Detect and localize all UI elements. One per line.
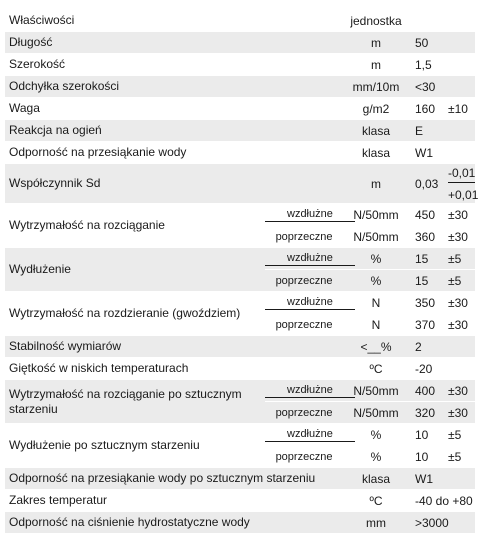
unit-cell: klasa <box>343 120 409 141</box>
tolerance-cell <box>443 164 479 203</box>
table-row <box>5 204 475 225</box>
tolerance-cell: ±30 <box>448 317 468 332</box>
table-row <box>5 54 475 75</box>
direction-cell: wzdłużne <box>265 248 343 269</box>
property-name: Współczynnik Sd <box>5 164 343 203</box>
properties-sheet <box>5 9 479 534</box>
direction-cell: poprzeczne <box>275 318 333 331</box>
direction-cell: wzdłużne <box>265 380 343 401</box>
unit-cell: N/50mm <box>343 402 409 423</box>
property-name: Zakres temperatur <box>9 493 108 507</box>
unit-cell: mm <box>343 512 409 533</box>
property-name: Odporność na przesiąkanie wody <box>9 145 187 159</box>
unit-cell: N/50mm <box>343 380 409 401</box>
table-row <box>5 32 475 53</box>
unit-cell: N/50mm <box>353 229 399 244</box>
direction-cell: wzdłużne <box>265 292 343 313</box>
value-cell: 360 <box>415 229 436 244</box>
direction-cell: wzdłużne <box>265 424 343 445</box>
property-name: Długość <box>5 32 343 53</box>
value-cell: 50 <box>409 32 443 53</box>
direction-cell: poprzeczne <box>265 402 343 423</box>
value-cell: 15 <box>409 270 443 291</box>
tolerance-minus: -0,01 <box>448 166 475 183</box>
property-name: Wytrzymałość na rozciąganie po sztucznym starzeniu <box>5 380 265 423</box>
property-name: Wytrzymałość na rozciąganie <box>9 218 165 232</box>
unit-cell: m <box>371 57 381 72</box>
table-row <box>5 424 475 445</box>
property-name: Giętkość w niskich temperaturach <box>9 361 189 375</box>
table-row <box>5 512 475 533</box>
unit-cell: klasa <box>361 145 390 160</box>
table-row <box>5 336 475 357</box>
value-cell: 350 <box>415 295 436 310</box>
tolerance-cell: ±30 <box>448 295 468 310</box>
value-cell: 10 <box>415 449 429 464</box>
value-cell: 10 <box>415 427 429 442</box>
table-row <box>5 248 475 269</box>
direction-cell: wzdłużne <box>265 204 343 225</box>
property-name: Wydłużenie <box>5 248 265 291</box>
unit-cell: N/50mm <box>353 207 399 222</box>
unit-cell: ºC <box>369 361 383 376</box>
property-name: Odporność na przesiąkanie wody po sztucznym starzeniu <box>5 468 343 489</box>
property-name: Wydłużenie po sztucznym starzeniu <box>9 438 200 452</box>
unit-cell: m <box>343 32 409 53</box>
value-cell: 15 <box>409 248 443 269</box>
tolerance-cell: ±5 <box>443 270 475 291</box>
table-row <box>5 292 475 313</box>
unit-cell: % <box>370 427 382 442</box>
unit-cell: <__% <box>343 336 409 357</box>
direction-cell: poprzeczne <box>275 450 333 463</box>
property-name: Stabilność wymiarów <box>5 336 343 357</box>
header-property: Właściwości <box>9 13 75 27</box>
value-cell: 400 <box>409 380 443 401</box>
unit-cell: klasa <box>343 468 409 489</box>
tolerance-cell: ±5 <box>443 248 475 269</box>
value-cell: 2 <box>409 336 443 357</box>
table-row <box>5 490 475 511</box>
direction-cell: poprzeczne <box>265 270 343 291</box>
value-cell: <30 <box>409 76 443 97</box>
table-row <box>5 468 475 489</box>
table-row <box>5 164 475 203</box>
tolerance-cell: ±10 <box>448 101 468 116</box>
value-cell: 320 <box>409 402 443 423</box>
property-name: Reakcja na ogień <box>5 120 343 141</box>
property-name: Wytrzymałość na rozdzieranie (gwoździem) <box>9 306 241 320</box>
tolerance-cell: ±5 <box>448 449 462 464</box>
value-cell: 160 <box>415 101 436 116</box>
unit-cell: mm/10m <box>343 76 409 97</box>
unit-cell: m <box>343 164 409 203</box>
table-row <box>5 120 475 141</box>
property-name: Odchyłka szerokości <box>5 76 343 97</box>
unit-cell: g/m2 <box>362 101 390 116</box>
direction-cell: poprzeczne <box>275 230 333 243</box>
value-cell: -40 do +80 <box>415 493 473 508</box>
property-name: Waga <box>9 101 40 115</box>
property-name: Odporność na ciśnienie hydrostatyczne wody <box>5 512 343 533</box>
property-name: Szerokość <box>9 57 66 71</box>
tolerance-plus: +0,01 <box>448 187 479 202</box>
value-cell: >3000 <box>409 512 475 533</box>
value-cell: 370 <box>415 317 436 332</box>
table-row <box>5 380 475 401</box>
unit-cell: N <box>371 317 381 332</box>
table-header-row <box>5 10 475 31</box>
table-row <box>5 76 475 97</box>
unit-cell: % <box>370 449 382 464</box>
unit-cell: ºC <box>369 493 383 508</box>
value-cell: E <box>409 120 443 141</box>
tolerance-cell: ±30 <box>448 229 468 244</box>
properties-table <box>5 9 479 534</box>
table-row <box>5 98 475 119</box>
value-cell: W1 <box>415 145 433 160</box>
tolerance-cell: ±30 <box>443 402 475 423</box>
tolerance-cell: ±5 <box>448 427 462 442</box>
tolerance-cell: ±30 <box>448 207 468 222</box>
unit-cell: N <box>371 295 381 310</box>
value-cell: 1,5 <box>415 57 432 72</box>
table-row <box>5 358 475 379</box>
value-cell: -20 <box>415 361 433 376</box>
value-cell: W1 <box>409 468 443 489</box>
tolerance-cell: ±30 <box>443 380 475 401</box>
unit-cell: % <box>343 248 409 269</box>
unit-cell: % <box>343 270 409 291</box>
table-row <box>5 142 475 163</box>
value-cell: 450 <box>415 207 436 222</box>
header-unit: jednostka <box>350 13 402 28</box>
value-cell: 0,03 <box>409 164 443 203</box>
